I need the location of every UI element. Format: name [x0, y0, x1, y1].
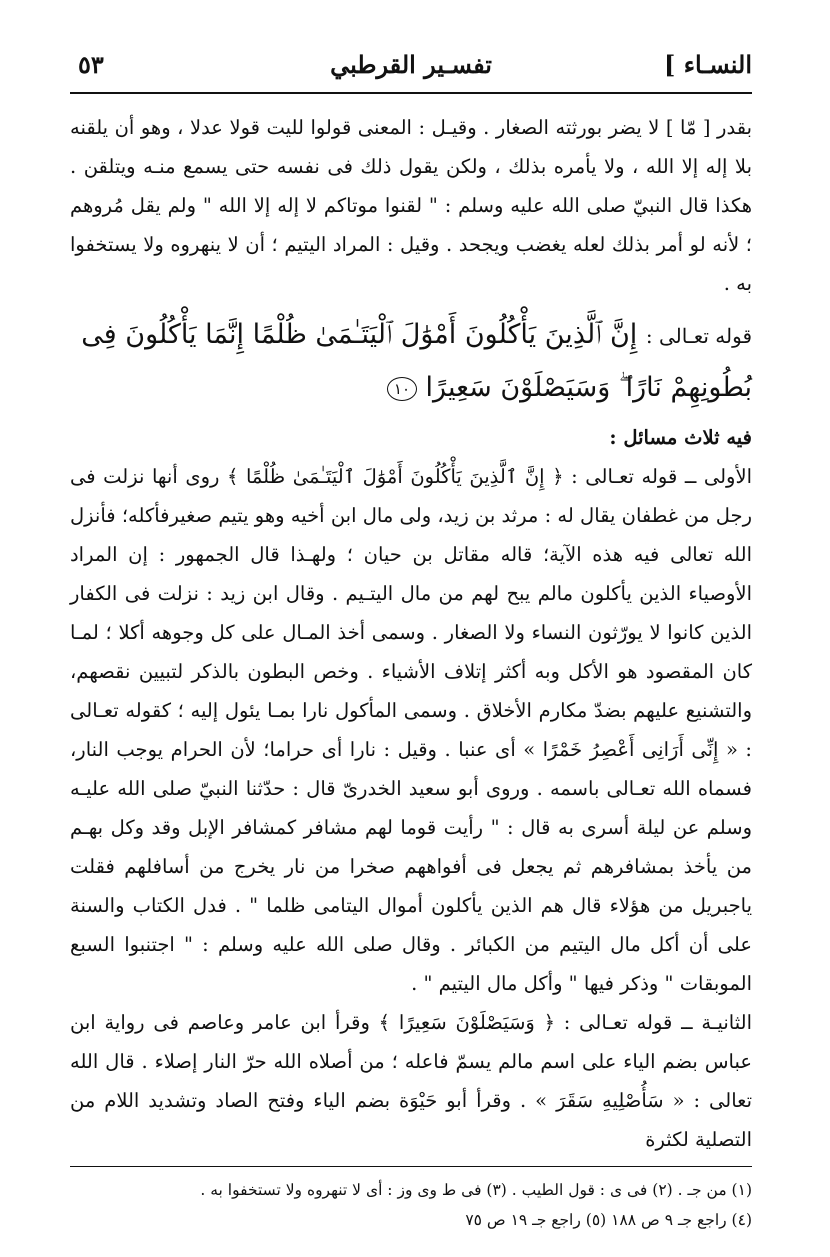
page-body: [70, 108, 752, 1159]
issue-second-paragraph: الثانيـة ــ قوله تعـالى : ﴿ وَسَيَصْلَوْنَ سَعِيرًا ﴾ وقرأ ابن عامر وعاصم فى رواية ابن عباس بضم الياء على اسم مالم يسمّ فاعله ؛ من أصلاه الله حرّ النار إصلاء . قال الله تعالى : « سَأُصْلِيهِ سَقَرَ » . وقرأ أبو حَيْوَة بضم الياء وفتح الصاد وتشديد اللام من التصلية لكثرة: [70, 1011, 752, 1151]
page-header: [70, 40, 752, 94]
issue-first-paragraph: الأولى ــ قوله تعـالى : ﴿ إِنَّ ٱلَّذِينَ يَأْكُلُونَ أَمْوَٰلَ ٱلْيَتَـٰمَىٰ ظُلْمًا ﴾ روى أنها نزلت فى رجل من غطفان يقال له : مرثد بن زيد، ولى مال ابن أخيه وهو يتيم صغيرفأكله؛ فأنزل الله تعالى فيه هذه الآية؛ قاله مقاتل بن حيان ؛ ولهـذا قال الجمهور : إن المراد الأوصياء الذين يأكلون مالم يبح لهم من مال اليتـيم . وقال ابن زيد : نزلت فى الكفار الذين كانوا لا يورّثون النساء ولا الصغار . وسمى أخذ المـال على كل وجوهه أكلا ؛ لمـا كان المقصود هو الأكل وبه أكثر إتلاف الأشياء . وخص البطون بالذكر لتبيين نقصهم، والتشنيع عليهم بضدّ مكارم الأخلاق . وسمى المأكول نارا بمـا يئول إليه ؛ كقوله تعـالى : « إِنِّى أَرَانِى أَعْصِرُ خَمْرًا » أى عنبا . وقيل : نارا أى حراما؛ لأن الحرام يوجب النار، فسماه الله تعـالى باسمه . وروى أبو سعيد الخدرىّ قال : حدّثنا النبيّ صلى الله عليـه وسلم عن ليلة أسرى به قال : " رأيت قوما لهم مشافر كمشافر الإبل وقد وكل بهـم من يأخذ بمشافرهم ثم يجعل فى أفواههم صخرا من نار يخرج من أسافلهم فقلت ياجبريل من هؤلاء قال هم الذين يأكلون أموال اليتامى ظلما " . فدل الكتاب والسنة على أن أكل مال اليتيم من الكبائر . وقال صلى الله عليه وسلم : " اجتنبوا السبع الموبقات " وذكر فيها " وأكل مال اليتيم " .: [70, 465, 752, 995]
book-title: تفسـير القرطبي: [330, 50, 492, 79]
surah-name: النسـاء ]: [664, 50, 752, 79]
verse-number: ١٠: [387, 377, 417, 401]
footnotes: [70, 1166, 752, 1235]
page-number: ٥٣: [78, 50, 104, 79]
verse-lead: قوله تعـالى :: [645, 324, 752, 348]
footnote-line: (٤) راجع جـ ٩ ص ١٨٨ (٥) راجع جـ ١٩ ص ٧٥: [465, 1211, 752, 1229]
verse-text: إِنَّ ٱلَّذِينَ يَأْكُلُونَ أَمْوَٰلَ ٱلْيَتَـٰمَىٰ ظُلْمًا إِنَّمَا يَأْكُلُونَ فِى بُطُونِهِمْ نَارًا ۖ وَسَيَصْلَوْنَ سَعِيرًا: [81, 319, 752, 403]
quran-verse: [70, 309, 752, 414]
section-heading: فيه ثلاث مسائل :: [609, 426, 752, 449]
footnote-line: (١) من جـ . (٢) فى ى : قول الطيب . (٣) فى ط وى وز : أى لا تنهروه ولا تستخفوا به .: [200, 1181, 752, 1199]
intro-paragraph: بقدر [ مّا ] لا يضر بورثته الصغار . وقيـل : المعنى قولوا لليت قولا عدلا ، وهو أن يلقنه بلا إله إلا الله ، ولا يأمره بذلك ، ولكن يقول ذلك فى نفسه حتى يسمع منـه ويتلقن . هكذا قال النبيّ صلى الله عليه وسلم : " لقنوا موتاكم لا إله إلا الله " ولم يقل مُروهم ؛ لأنه لو أمر بذلك لعله يغضب ويجحد . وقيل : المراد اليتيم ؛ أن لا ينهروه ولا يستخفوا به .: [70, 116, 752, 295]
